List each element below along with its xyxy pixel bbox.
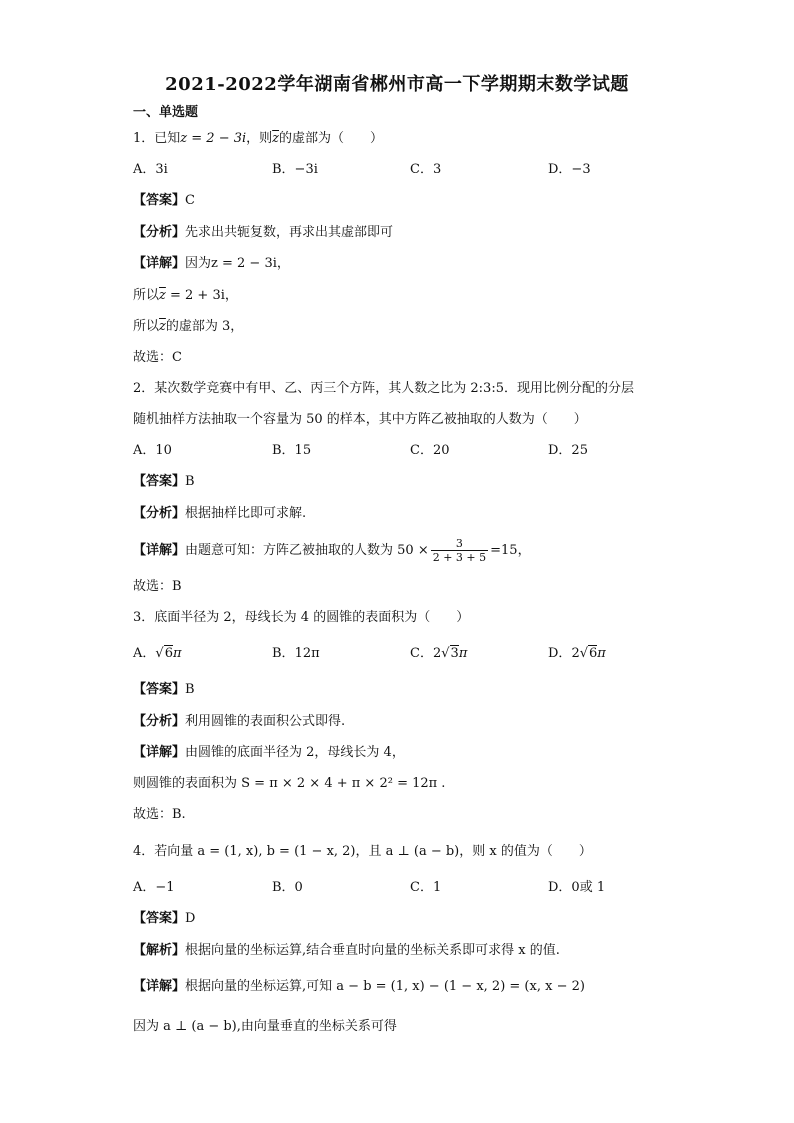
q1-option-a: A．3i [133,162,168,177]
q4-option-c: C．1 [410,880,442,895]
q4-option-a: A．−1 [133,880,175,895]
q2-stem-line-2: 随机抽样方法抽取一个容量为 50 的样本，其中方阵乙被抽取的人数为（ ） [133,412,587,427]
q3-answer: 【答案】B [133,682,195,697]
q2-stem-line-1: 2．某次数学竞赛中有甲、乙、丙三个方阵，其人数之比为 2:3:5．现用比例分配的分层 [133,381,634,396]
section-heading: 一、单选题 [133,105,199,120]
q2-detail: 【详解】由题意可知：方阵乙被抽取的人数为 50 × $\frac{3}{2 + 3 + 5}$ =15， [133,537,531,564]
q4-option-d: D．0或 1 [548,880,606,895]
q1-analysis: 【分析】先求出共轭复数，再求出其虚部即可 [133,225,394,240]
q3-stem: 3．底面半径为 2，母线长为 4 的圆锥的表面积为（ ） [133,610,470,625]
q2-option-b: B．15 [272,443,312,458]
q1-step-1: 所以$\overline{z} = 2 + 3i$， [133,288,238,303]
q1-options [0,161,794,179]
q2-conclusion: 故选：B [133,579,182,594]
q2-fraction: $\frac{3}{2 + 3 + 5}$ [432,537,487,564]
q1-detail: 【详解】因为z = 2 − 3i， [133,256,290,271]
q4-option-b: B．0 [272,880,303,895]
q4-answer: 【答案】D [133,911,196,926]
document-title: 2021-2022学年湖南省郴州市高一下学期期末数学试题 [165,74,629,95]
q4-detail: 【详解】根据向量的坐标运算,可知 a − b = (1, x) − (1 − x, 2) = (x, x − 2) [133,979,585,994]
q1-step-2: 所以$\overline{z}$的虚部为 3， [133,319,244,334]
q2-answer: 【答案】B [133,474,195,489]
q3-analysis: 【分析】利用圆锥的表面积公式即得. [133,714,346,729]
q4-options [0,879,794,897]
q4-analysis: 【解析】根据向量的坐标运算,结合垂直时向量的坐标关系即可求得 x 的值. [133,943,560,958]
q1-option-c: C．3 [410,162,442,177]
q3-option-b: B．12π [272,646,320,661]
q3-options [0,645,794,663]
q1-stem: 1．已知z = 2 − 3i，则$\overline{z}$的虚部为（ ） [133,131,384,146]
q2-options [0,442,794,460]
q2-option-d: D．25 [548,443,588,458]
q1-answer: 【答案】C [133,193,195,208]
q3-option-d: D．2√6π [548,646,606,661]
q4-last-line: 因为 a ⊥ (a − b),由向量垂直的坐标关系可得 [133,1019,397,1034]
q1-option-b: B．−3i [272,162,318,177]
q3-option-a: A．√6π [133,646,182,661]
q3-detail: 【详解】由圆锥的底面半径为 2，母线长为 4， [133,745,405,760]
q4-stem: 4．若向量 a = (1, x), b = (1 − x, 2)，且 a ⊥ (a − b)，则 x 的值为（ ） [133,844,592,859]
q2-option-c: C．20 [410,443,450,458]
q1-option-d: D．−3 [548,162,591,177]
q2-analysis: 【分析】根据抽样比即可求解. [133,506,307,521]
q2-option-a: A．10 [133,443,172,458]
q3-option-c: C．2√3π [410,646,468,661]
q1-conclusion: 故选：C [133,350,182,365]
q3-formula: 则圆锥的表面积为 S = π × 2 × 4 + π × 2² = 12π . [133,776,446,791]
q3-conclusion: 故选：B. [133,807,186,822]
